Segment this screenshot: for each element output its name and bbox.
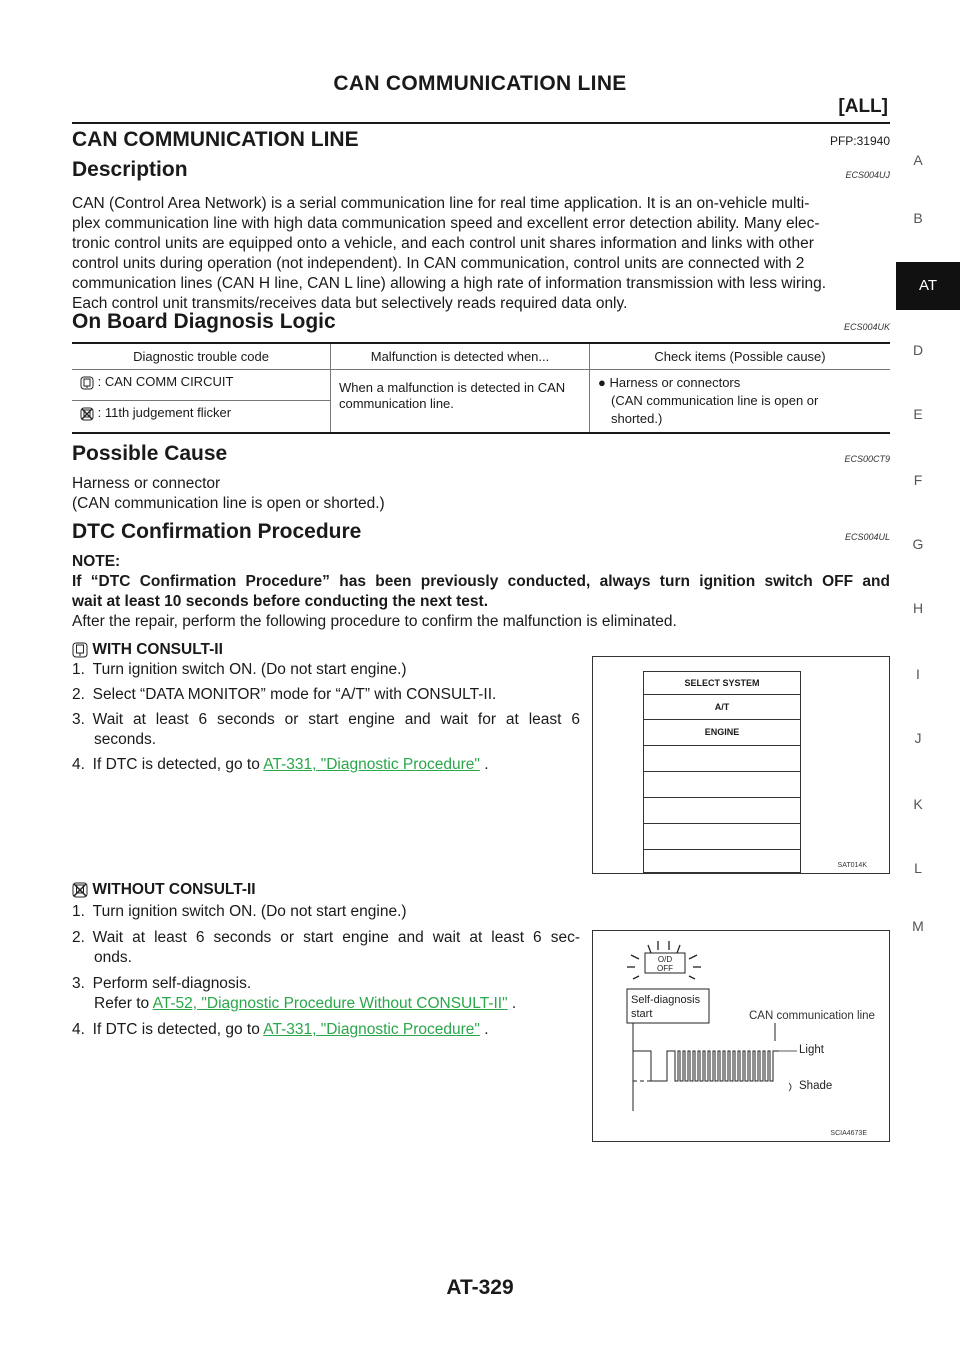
description-line: CAN (Control Area Network) is a serial communication line for real time application. It is an on-vehicle multi- (72, 195, 810, 212)
description-line: tronic control units are equipped onto a vehicle, and each control unit shares information and links with other (72, 235, 814, 252)
obd-title: On Board Diagnosis Logic (72, 310, 336, 333)
side-letter-b[interactable]: B (913, 210, 923, 226)
dtc-confirm-title: DTC Confirmation Procedure (72, 520, 362, 543)
obd-col-check: Check items (Possible cause) (590, 343, 891, 370)
figure-code: SAT014K (837, 862, 867, 869)
self-diagnosis-box-label: Self-diagnosis (631, 994, 701, 1006)
obd-check-cell (590, 370, 891, 434)
side-letter-k[interactable]: K (913, 796, 923, 812)
can-line-label: CAN communication line (749, 1010, 875, 1022)
side-letter-j[interactable]: J (914, 730, 922, 746)
page-header-subtitle: [ALL] (838, 96, 888, 117)
obd-dtc-2-text: : 11th judgement flicker (97, 405, 232, 421)
select-system-panel (643, 671, 801, 873)
system-item-engine[interactable]: ENGINE (644, 720, 800, 746)
shade-label: Shade (799, 1080, 833, 1092)
dtc-confirm-body (72, 552, 890, 632)
step-continuation: seconds. (94, 731, 157, 748)
step-text: 4. If DTC is detected, go to (72, 756, 264, 773)
obd-code: ECS004UK (843, 322, 890, 332)
can-waveform (633, 1051, 779, 1081)
possible-cause-line: (CAN communication line is open or shorted.) (72, 495, 385, 512)
possible-cause-code: ECS00CT9 (844, 454, 890, 464)
obd-check-text: Harness or connectors (609, 375, 741, 390)
figure-code: SCIA4673E (830, 1130, 867, 1137)
side-letter-m[interactable]: M (912, 918, 924, 934)
self-diagnosis-box-label: start (631, 1008, 653, 1020)
step-text: Refer to (94, 995, 153, 1012)
step: 3. Wait at least 6 seconds or start engine and wait for at least 6 (72, 711, 580, 728)
side-letter-h[interactable]: H (912, 600, 924, 616)
system-item-empty (644, 772, 800, 798)
no-consult-icon (80, 407, 94, 421)
section-title: CAN COMMUNICATION LINE (72, 128, 359, 151)
side-letter-l[interactable]: L (914, 860, 922, 876)
obd-check-line (598, 374, 882, 392)
step-continuation: onds. (94, 949, 132, 966)
system-item-empty (644, 850, 800, 872)
note-line: If “DTC Confirmation Procedure” has been previously conducted, always turn ignition switch OFF and (72, 573, 890, 590)
step (72, 755, 580, 775)
lamp-label: OFF (657, 964, 673, 973)
step-text: . (479, 1021, 489, 1038)
figure-self-diagnosis (592, 930, 890, 1142)
obd-check-line: (CAN communication line is open or (611, 393, 819, 408)
section-pfp: PFP:31940 (829, 134, 890, 148)
description-code: ECS004UJ (845, 170, 890, 180)
obd-detect-line: When a malfunction is detected in CAN (339, 380, 566, 395)
step: 1. Turn ignition switch ON. (Do not start engine.) (72, 903, 407, 920)
header-rule (72, 122, 890, 124)
system-item-at[interactable]: A/T (644, 695, 800, 720)
obd-table (72, 342, 890, 434)
self-diagnosis-diagram (593, 931, 889, 1141)
select-system-header: SELECT SYSTEM (644, 672, 800, 695)
without-consult-steps (72, 896, 580, 1040)
obd-col-detect: Malfunction is detected when... (331, 343, 590, 370)
page-header-title: CAN COMMUNICATION LINE (333, 72, 627, 95)
after-repair-text: After the repair, perform the following procedure to confirm the malfunction is eliminated. (72, 613, 677, 630)
description-line: communication lines (CAN H line, CAN L line) allowing a high rate of information transmission with less wiring. (72, 275, 827, 292)
page-number: AT-329 (446, 1276, 514, 1299)
consult-icon (80, 376, 94, 390)
bullet-icon: ● (598, 375, 606, 390)
step: 1. Turn ignition switch ON. (Do not start engine.) (72, 661, 407, 678)
obd-detect-cell (331, 370, 590, 434)
obd-dtc-2 (72, 401, 331, 433)
obd-detect-line: communication line. (339, 396, 454, 411)
without-consult-title: WITHOUT CONSULT-II (92, 881, 256, 898)
step: 2. Select “DATA MONITOR” mode for “A/T” with CONSULT-II. (72, 686, 497, 703)
leader-line (789, 1083, 791, 1091)
obd-dtc-1-text: : CAN COMM CIRCUIT (97, 374, 234, 389)
lamp-label: O/D (657, 955, 673, 964)
possible-cause-body (72, 474, 385, 514)
with-consult-steps (72, 656, 580, 775)
diagnostic-procedure-link[interactable]: AT-331, "Diagnostic Procedure" (263, 1021, 480, 1038)
figure-select-system (592, 656, 890, 874)
dtc-confirm-code: ECS004UL (844, 532, 890, 542)
note-label: NOTE: (72, 553, 121, 570)
with-consult-title: WITH CONSULT-II (92, 641, 223, 658)
side-letter-f[interactable]: F (913, 472, 923, 488)
side-letter-a[interactable]: A (913, 152, 923, 168)
step: 2. Wait at least 6 seconds or start engine and wait at least 6 sec- (72, 929, 580, 946)
step-text: 4. If DTC is detected, go to (72, 1021, 264, 1038)
description-body (72, 194, 890, 314)
obd-dtc-1 (72, 370, 331, 401)
waveform-trace (633, 1051, 779, 1081)
system-item-empty (644, 746, 800, 772)
description-line: plex communication line with high data communication speed and excellent error detection ability. Many elec- (72, 215, 820, 232)
obd-check-line: shorted.) (611, 411, 663, 426)
side-tab-active[interactable]: AT (896, 262, 960, 310)
step: 3. Perform self-diagnosis. (72, 975, 252, 992)
waveform-baseline (633, 1051, 651, 1081)
step-continuation (72, 994, 580, 1014)
side-letter-d[interactable]: D (912, 342, 924, 358)
system-item-empty (644, 824, 800, 850)
self-diagnosis-procedure-link[interactable]: AT-52, "Diagnostic Procedure Without CONSULT-II" (152, 995, 508, 1012)
diagnostic-procedure-link[interactable]: AT-331, "Diagnostic Procedure" (263, 756, 480, 773)
side-letter-g[interactable]: G (912, 536, 924, 552)
system-item-empty (644, 798, 800, 824)
obd-col-dtc: Diagnostic trouble code (133, 349, 269, 364)
description-line: control units during operation (not independent). In CAN communication, control units are connected with 2 (72, 255, 805, 272)
description-title: Description (72, 158, 188, 181)
note-line: wait at least 10 seconds before conducting the next test. (72, 593, 489, 610)
step-text: . (479, 756, 489, 773)
light-label: Light (799, 1044, 824, 1056)
possible-cause-line: Harness or connector (72, 475, 221, 492)
step-text: . (507, 995, 517, 1012)
obd-table-wrap (72, 342, 890, 434)
possible-cause-title: Possible Cause (72, 442, 228, 465)
description-line: Each control unit transmits/receives data but selectively reads required data only. (72, 295, 628, 312)
step (72, 1020, 580, 1040)
side-letter-e[interactable]: E (913, 406, 923, 422)
side-letter-i[interactable]: I (916, 666, 920, 682)
